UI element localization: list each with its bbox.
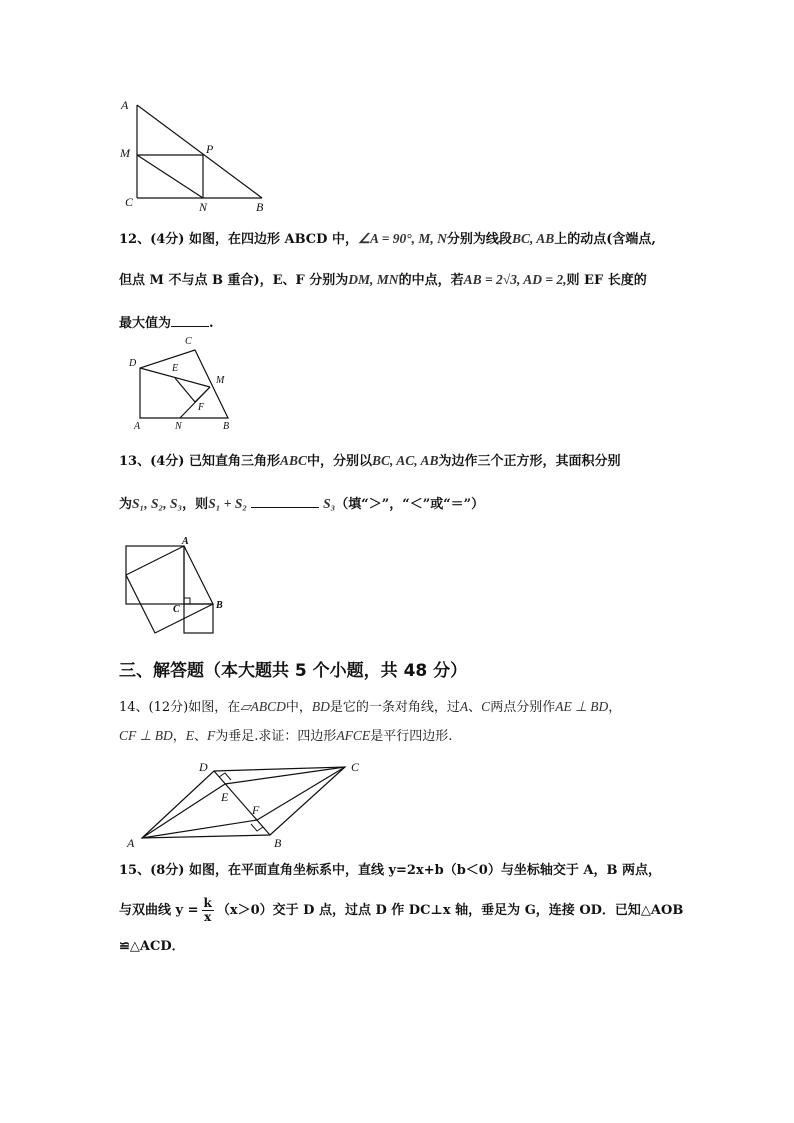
q13-text: （填“＞”，“＜”或“＝”） [335, 497, 485, 512]
q13-math: S₃ [323, 496, 336, 511]
q13-line-2 [119, 493, 484, 515]
label-d: D [129, 358, 137, 369]
q14-line-2 [119, 726, 452, 747]
q12-math: ∠A = 90°, M, N [357, 231, 447, 246]
label-d: D [199, 760, 208, 774]
q15-line-2 [119, 897, 683, 925]
answer-blank[interactable] [251, 493, 319, 508]
label-e: E [221, 790, 229, 804]
q14-math: E [185, 728, 195, 743]
q13-text: 13、(4分) 已知直角三角形 [119, 454, 280, 469]
label-a: A [182, 536, 189, 547]
q12-text: 12、(4分) 如图，在四边形 ABCD 中， [119, 232, 358, 247]
q14-math: ▱ABCD [240, 699, 286, 714]
q12-line-3 [119, 312, 214, 334]
q14-line-1 [119, 697, 621, 718]
q13-text: 为边作三个正方形，其面积分别 [438, 454, 621, 469]
q13-math: S₁ + S₂ [208, 496, 248, 511]
q15-text: （x＞0）交于 D 点，过点 D 作 DC⊥x 轴，垂足为 G，连接 OD．已知△AOB [216, 903, 684, 918]
q12-text: 但点 M 不与点 B 重合)，E、F 分别为 [119, 273, 349, 288]
q14-text: 是平行四边形. [370, 729, 453, 744]
q14-text: 、 [194, 729, 208, 744]
q15-text: 与双曲线 y = [119, 903, 199, 918]
q13-text: 中，分别以 [306, 454, 372, 469]
q13-math: S₁, S₂, S₃ [132, 496, 183, 511]
label-b: B [256, 200, 264, 214]
q12-text: 最大值为 [119, 316, 172, 331]
q14-math: CF ⊥ BD [119, 728, 173, 743]
label-a: A [134, 421, 141, 432]
q12-math: BC, AB [511, 231, 555, 246]
label-c: C [173, 604, 180, 615]
q14-math: AFCE [336, 728, 371, 743]
q14-text: 为垂足.求证：四边形 [215, 729, 337, 744]
label-a: A [127, 836, 135, 850]
label-c: C [185, 336, 192, 347]
q12-line-2 [119, 270, 647, 291]
fraction-denominator: x [204, 910, 212, 924]
q14-text: 、 [468, 700, 482, 715]
section-3-heading: 三、解答题（本大题共 5 个小题，共 48 分） [119, 661, 468, 681]
q13-math: ABC [279, 453, 307, 468]
q12-line-1 [119, 229, 656, 250]
answer-blank[interactable] [171, 312, 209, 327]
q15-line-3: ≌△ACD． [119, 939, 185, 954]
fraction-k-over-x [202, 897, 214, 924]
q13-text: 为 [119, 497, 133, 512]
q12-math: AB = 2√3, AD = 2, [463, 272, 567, 287]
label-c: C [125, 195, 134, 209]
label-n: N [199, 200, 208, 214]
label-a: A [121, 98, 129, 112]
label-b: B [223, 421, 230, 432]
label-f: F [198, 402, 205, 413]
q14-text: 是它的一条对角线，过 [329, 700, 460, 715]
label-b: B [216, 600, 223, 611]
label-p: P [206, 142, 214, 156]
q14-math: F [207, 728, 216, 743]
q14-text: ， [608, 700, 622, 715]
q14-text: 中， [285, 700, 312, 715]
q12-text: 的中点，若 [398, 273, 464, 288]
q14-math: C [481, 699, 491, 714]
q12-text: 上的动点(含端点, [554, 232, 656, 247]
q14-math: AE ⊥ BD [555, 699, 609, 714]
label-e: E [172, 363, 179, 374]
fraction-numerator: k [203, 896, 212, 910]
q12-text: 则 EF 长度的 [566, 273, 647, 288]
q13-line-1 [119, 451, 621, 472]
q12-math: DM, MN [348, 272, 399, 287]
q14-text: 两点分别作 [490, 700, 556, 715]
label-c: C [351, 760, 360, 774]
q14-text: ， [172, 729, 186, 744]
q12-text: . [209, 316, 214, 331]
label-f: F [252, 803, 260, 817]
q14-math: A [459, 699, 469, 714]
label-b: B [274, 836, 282, 850]
q14-text: 14、(12分)如图，在 [119, 700, 241, 715]
q13-text: ，则 [182, 497, 209, 512]
label-n: N [175, 421, 182, 432]
label-m: M [120, 146, 130, 160]
q14-math: BD [311, 699, 330, 714]
q13-math: BC, AC, AB [372, 453, 439, 468]
label-m: M [216, 375, 225, 386]
q15-line-1: 15、(8分) 如图，在平面直角坐标系中，直线 y=2x+b（b＜0）与坐标轴交于 A，B 两点， [119, 863, 661, 878]
q12-text: 分别为线段 [446, 232, 512, 247]
